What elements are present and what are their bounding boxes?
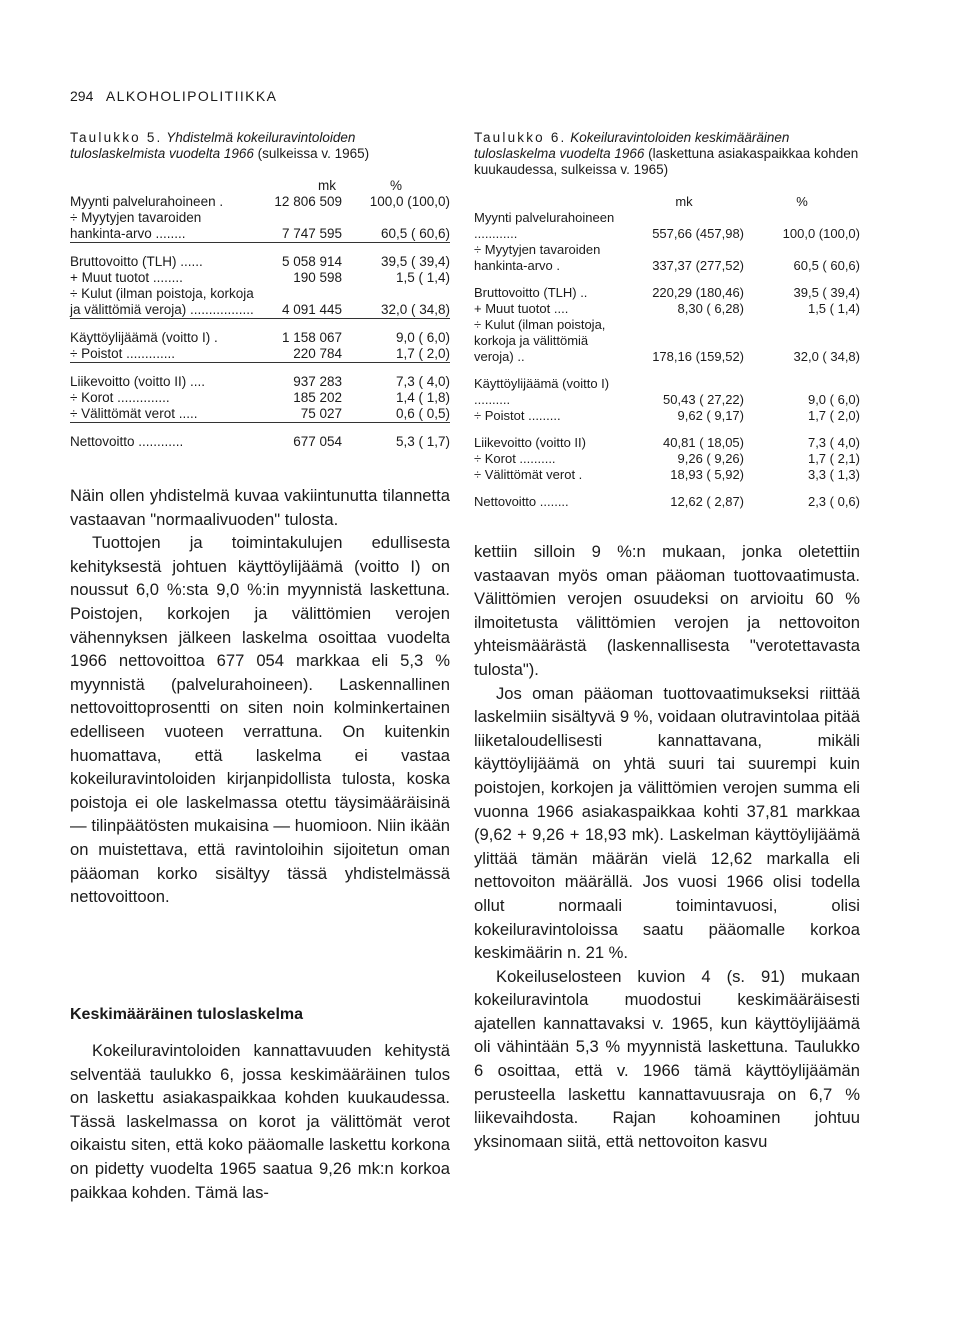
row-label: ÷ Välittömät verot . (474, 467, 583, 482)
row-label: Myynti palvelurahoineen . (70, 194, 224, 209)
table-row (474, 451, 860, 467)
table-row (70, 194, 450, 210)
row-label: Bruttovoitto (TLH) ...... (70, 243, 256, 271)
table6-header-row (474, 194, 860, 210)
row-mk: 220,29 (180,46) (652, 285, 744, 300)
table5-label: Taulukko 5. (70, 130, 163, 145)
row-pct: 100,0 (100,0) (782, 226, 860, 241)
row-mk: 7 747 595 (281, 226, 342, 241)
row-label: ÷ Korot .............. (70, 390, 170, 405)
row-label: ÷ Myytyjen tavaroiden hankinta-arvo . (474, 242, 601, 273)
table-row (474, 210, 860, 242)
row-pct: 1,7 ( 2,0) (395, 346, 450, 361)
row-label: ÷ Poistot ......... (474, 408, 561, 423)
table5 (70, 178, 450, 450)
row-mk: 50,43 ( 27,22) (663, 392, 744, 407)
row-label: ÷ Korot .......... (474, 451, 556, 466)
row-mk: 220 784 (293, 346, 342, 361)
row-label: Liikevoitto (voitto II) .... (70, 363, 256, 391)
table-row (474, 301, 860, 317)
row-label: + Muut tuotot .... (474, 301, 569, 316)
row-mk: 18,93 ( 5,92) (670, 467, 744, 482)
row-label: Myynti palvelurahoineen ............ (474, 210, 615, 241)
table-row (70, 406, 450, 423)
row-pct: 3,3 ( 1,3) (807, 467, 860, 482)
row-label: Nettovoitto ........ (474, 494, 569, 509)
table-row (70, 270, 450, 286)
table5-caption-tail: (sulkeissa v. 1965) (257, 146, 370, 161)
table5-col-pct: % (389, 178, 402, 193)
running-title: ALKOHOLIPOLITIIKKA (105, 88, 278, 104)
left-column-text (70, 484, 450, 909)
row-mk: 937 283 (256, 363, 342, 391)
table6 (474, 194, 860, 510)
table6-label: Taulukko 6. (474, 130, 567, 145)
row-mk: 1 158 067 (256, 319, 342, 347)
page-number: 294 (70, 88, 94, 104)
table-row (70, 390, 450, 406)
row-label: Bruttovoitto (TLH) .. (474, 285, 588, 300)
table-row (474, 317, 860, 365)
table6-caption-tail: (laskettuna asiakaspaikkaa kohden kuukaudessa, sulkeissa v. 1965) (474, 146, 859, 177)
table-row (70, 423, 450, 451)
table-row (70, 210, 450, 243)
row-pct: 0,6 ( 0,5) (395, 406, 450, 421)
row-pct: 1,5 ( 1,4) (807, 301, 860, 316)
table6-caption-text: Kokeiluravintoloiden keskimääräinen tuloslaskelma vuodelta 1966 (474, 130, 790, 161)
right-column-text (474, 540, 860, 1153)
row-mk: 12,62 ( 2,87) (670, 494, 744, 509)
row-mk: 12 806 509 (274, 194, 342, 209)
paragraph: kettiin silloin 9 %:n mukaan, jonka oletettiin vastaavan myös oman pääoman tuottovaatimusta. Välittömien verojen osuudeksi on arvioitu 60 % ilmoitetusta välittömien verojen ja nettovoiton yhteismäärästä (laskennallisesta "verotettavasta tulosta"). (474, 542, 860, 679)
paragraph: Kokeiluselosteen kuvion 4 (s. 91) mukaan kokeiluravintola muodostui keskimääräisesti ajatellen kannattavaksi v. 1965, kun käyttöylijäämä oli vähintään 5,3 % myynnistä laskettuna. Taulukko 6 osoittaa, että v. 1966 tämä käyttöylijäämän perusteella laskettu kannattavuusraja on 6,7 % liikevaihdosta. Rajan kohoaminen johtuu yksinomaan siitä, että nettovoiton kasvu (474, 966, 860, 1151)
row-pct: 7,3 ( 4,0) (342, 363, 450, 391)
row-pct: 60,5 ( 60,6) (793, 258, 860, 273)
row-pct: 5,3 ( 1,7) (342, 423, 450, 451)
paragraph: Näin ollen yhdistelmä kuvaa vakiintunutta tilannetta vastaavan "normaalivuoden" tulosta. (70, 486, 450, 529)
row-pct: 1,4 ( 1,8) (395, 390, 450, 405)
section-heading: Keskimääräinen tuloslaskelma (70, 1006, 304, 1023)
table-row (474, 365, 860, 408)
row-mk: 190 598 (293, 270, 342, 285)
table-row (70, 286, 450, 319)
table5-caption (70, 130, 450, 162)
row-pct: 1,7 ( 2,0) (807, 408, 860, 423)
row-label: + Muut tuotot ........ (70, 270, 183, 285)
paragraph: Jos oman pääoman tuottovaatimukseksi riittää laskelmiin sisältyvä 9 %, voidaan olutravintolaa pitää liiketaloudellisesti kannattavana, mikäli käyttöylijäämä on yhtä suuri tai suurempi kuin poistojen, korkojen ja välittömien verojen summa eli vuonna 1966 asiakaspaikkaa kohti 37,81 markkaa (9,62 + 9,26 + 18,93 mk). Laskelman käyttöylijäämä ylittää tämän määrän vielä 12,62 markalla eli nettovoiton määrällä. Jos vuosi 1966 olisi todella ollut normaali toimintavuosi, olisi kokeiluravintoloissa saatu pääomalle korkoa keskimäärin n. 21 %. (474, 683, 860, 963)
row-mk: 185 202 (293, 390, 342, 405)
table-row (70, 319, 450, 347)
row-label: ÷ Välittömät verot ..... (70, 406, 198, 421)
row-pct: 100,0 (100,0) (369, 194, 450, 209)
table6-col-pct: % (796, 194, 808, 209)
row-mk: 8,30 ( 6,28) (677, 301, 744, 316)
table-row (70, 363, 450, 391)
row-label: Nettovoitto ............ (70, 423, 256, 451)
row-pct: 60,5 ( 60,6) (380, 226, 450, 241)
row-label: ÷ Kulut (ilman poistoja, korkoja ja välittömiä veroja) .. (474, 317, 606, 364)
page-header (70, 88, 277, 104)
row-label: ÷ Poistot ............. (70, 346, 175, 361)
row-pct: 2,3 ( 0,6) (807, 494, 860, 509)
row-mk: 75 027 (300, 406, 342, 421)
table-row (70, 243, 450, 271)
left-column-text-2 (70, 1039, 450, 1204)
row-label: Liikevoitto (voitto II) (474, 435, 586, 450)
row-label: ÷ Kulut (ilman poistoja, korkoja ja välittömiä veroja) ................. (70, 286, 254, 317)
table-row (474, 274, 860, 301)
row-mk: 9,62 ( 9,17) (677, 408, 744, 423)
row-pct: 1,5 ( 1,4) (395, 270, 450, 285)
paragraph: Kokeiluravintoloiden kannattavuuden kehitystä selventää taulukko 6, jossa keskimääräinen tulos on laskettu asiakaspaikkaa kohden kuukaudessa. Tässä laskelmassa on korot ja välittömät verot oikaistu siten, että koko pääomalle laskettu korkona on pidetty vuodelta 1965 saatua 9,26 mk:n korkoa paikkaa kohden. Tämä las- (70, 1041, 450, 1202)
row-mk: 5 058 914 (256, 243, 342, 271)
row-mk: 677 054 (256, 423, 342, 451)
row-mk: 178,16 (159,52) (652, 349, 744, 364)
row-label: Käyttöylijäämä (voitto I) .......... (474, 376, 610, 407)
row-label: Käyttöylijäämä (voitto I) . (70, 319, 256, 347)
table-row (474, 242, 860, 274)
row-mk: 40,81 ( 18,05) (663, 435, 744, 450)
row-label: ÷ Myytyjen tavaroiden hankinta-arvo ........ (70, 210, 202, 241)
row-pct: 39,5 ( 39,4) (793, 285, 860, 300)
table-row (474, 467, 860, 483)
row-pct: 32,0 ( 34,8) (793, 349, 860, 364)
row-pct: 32,0 ( 34,8) (380, 302, 450, 317)
table-row (474, 424, 860, 451)
paragraph: Tuottojen ja toimintakulujen edullisesta kehityksestä johtuen käyttöylijäämä (voitto I) on noussut 6,0 %:sta 9,0 %:in myynnistä laskettuna. Poistojen, korkojen ja välittömien verojen vähennyksen jälkeen laskelma osoittaa vuodelta 1966 nettovoittoa 677 054 markkaa eli 5,3 % myynnistä (palvelurahoineen). Laskennallinen nettovoittoprosentti on siten noin kolminkertainen edelliseen vuoteen verrattuna. On kuitenkin huomattava, että laskelma ei vastaa kokeiluravintoloiden kirjanpidollista tulosta, koska poistoja ei ole laskelmassa otettu täysimääräisinä — tilinpäätösten mukaisina — huomioon. Niin ikään on muistettava, että ravintoloihin sijoitetun oman pääoman korko sisältyy tässä yhdistelmässä nettovoittoon. (70, 533, 450, 907)
row-mk: 337,37 (277,52) (652, 258, 744, 273)
row-pct: 39,5 ( 39,4) (342, 243, 450, 271)
row-mk: 557,66 (457,98) (652, 226, 744, 241)
table6-col-mk: mk (675, 194, 693, 209)
table-row (474, 483, 860, 510)
table6-caption (474, 130, 860, 178)
row-pct: 9,0 ( 6,0) (342, 319, 450, 347)
row-pct: 1,7 ( 2,1) (807, 451, 860, 466)
row-pct: 7,3 ( 4,0) (807, 435, 860, 450)
table-row (70, 346, 450, 363)
row-pct: 9,0 ( 6,0) (807, 392, 860, 407)
table5-col-mk: mk (318, 178, 336, 193)
row-mk: 4 091 445 (281, 302, 342, 317)
row-mk: 9,26 ( 9,26) (677, 451, 744, 466)
table5-caption-text: Yhdistelmä kokeiluravintoloiden tuloslaskelmista vuodelta 1966 (70, 130, 356, 161)
table5-header-row (70, 178, 450, 194)
table-row (474, 408, 860, 424)
